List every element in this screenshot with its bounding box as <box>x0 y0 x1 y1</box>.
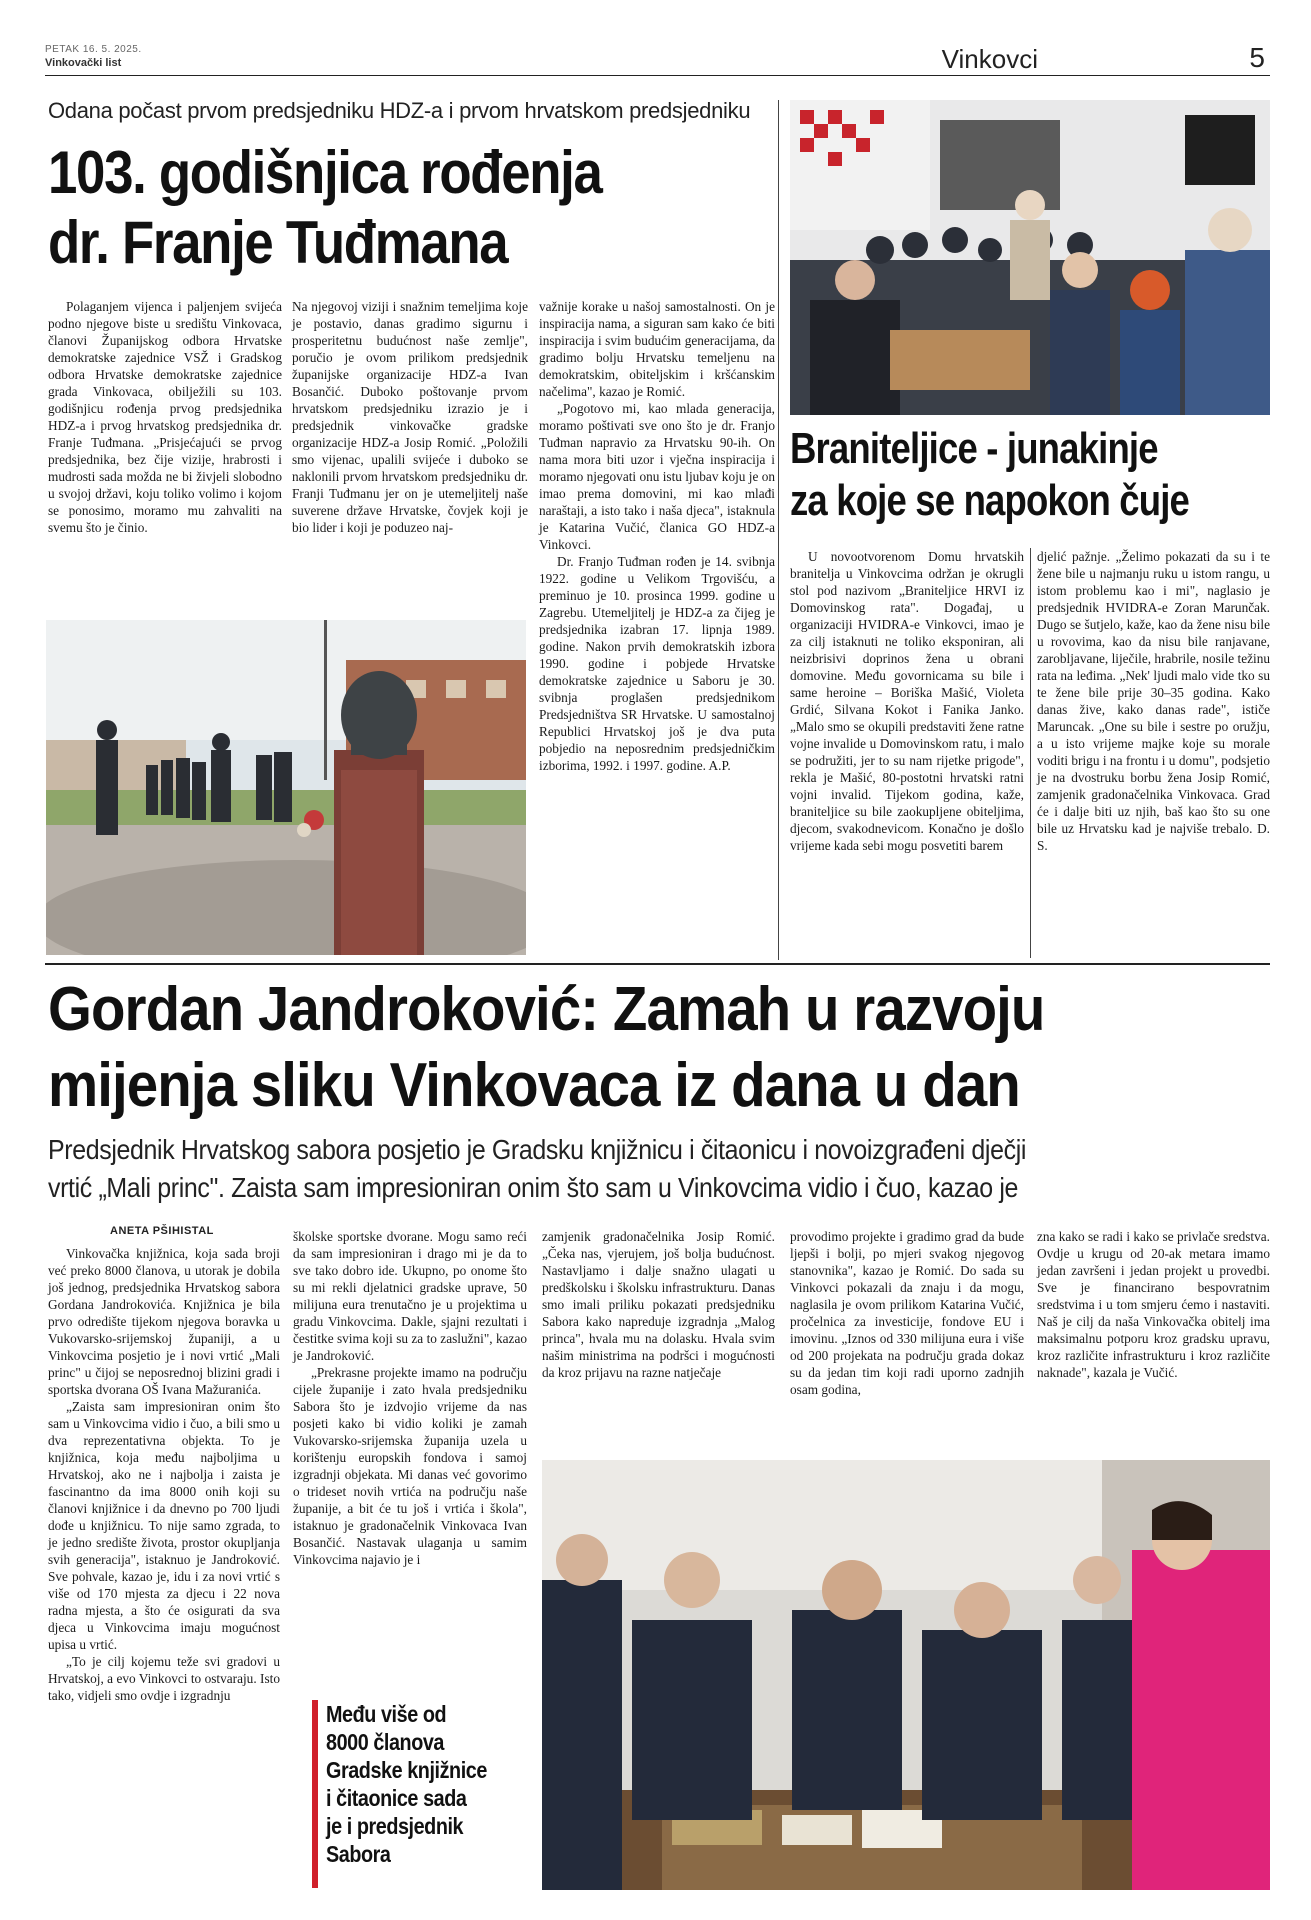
pull-quote-line: i čitaonice sada <box>326 1785 467 1811</box>
article1-headline-line1: 103. godišnjica rođenja <box>48 139 602 206</box>
article1-column-3 <box>539 298 775 774</box>
article3-col2-p1: školske sportske dvorane. Mogu samo reći da sam impresioniran i drago mi je da to sve tako dobro ide. Ukupno, po onome što su mi rekli djelatnici gradske uprave, 50 milijuna eura trenutačno je u projektima u gradu Vinkovcima. Dakle, sjajni rezultati i čestitke svima koji su za to zaslužni", kazao je Jandroković. <box>293 1229 527 1363</box>
article3-column-1 <box>48 1245 280 1704</box>
byline: ANETA PŠIHISTAL <box>110 1225 214 1237</box>
article3-column-5 <box>1037 1228 1270 1381</box>
article1-col2-text: Na njegovoj viziji i snažnim temeljima koje je postavio, danas gradimo sigurnu i prosperitetnu budućnost naše zemlje", poručio je ovom prilikom predsjednik županijske organizacije HDZ-a Ivan Bosančić. Duboko poštovanje prvom hrvatskom predsjedniku izrazio je i predsjednik vinkovačke gradske organizacije HDZ-a Josip Romić. „Položili smo vijenac, upalili svijeće i duboko se naklonili prvom hrvatskom predsjedniku dr. Franji Tuđmanu jer on je utemeljitelj naše suverene države Hrvatske, čovjek koji je bio lider i koji je poduzeo naj- <box>292 299 528 535</box>
article3-col2-p2: „Prekrasne projekte imamo na području cijele županije i zato hvala predsjedniku Sabora što je izdvojio vrijeme da nas posjeti kako bi vidio koliki je zamah Vukovarsko-srijemska županija uzela u korištenju europskih fondova i samoj izgradnji objekata. Mi danas već govorimo o trideset novih vrtića na području naše županije, a bit će tu još i vrtića i škola", istaknuo je gradonačelnik Vinkovaca Ivan Bosančić. Nastavak ulaganja u samim Vinkovcima najavio je i <box>293 1365 527 1567</box>
article3-col5-text: zna kako se radi i kako se privlače sredstva. Ovdje u krugu od 20-ak metara imamo jedan završeni i jedan projekt u provedbi. Sve je financirano bespovratnim sredstvima i u tom smjeru ćemo i nastaviti. Naš je cilj da naša Vinkovačka obitelj ima maksimalnu potporu kroz gradsku upravu, kroz različite infrastrukturu i kroz različite naknade", kazala je Vučić. <box>1037 1229 1270 1380</box>
pull-quote-line: Sabora <box>326 1841 391 1867</box>
column-divider <box>1030 548 1031 958</box>
article2-col2-text: djelić pažnje. „Želimo pokazati da su i te žene bile u najmanju ruku u istom rangu, u istom problemu kao i mi", naglasio je predsjednik HVIDRA-e Zoran Marunčak. Dugo se šutjelo, kaže, kao da žene nisu bile u rovovima, kao da nisu bile ranjavane, zarobljavane, liječile, hrabrile, nosile težinu rata na leđima. „Nek' ljudi malo vide tko su te žene bile prije 30–35 godina. Kako danas žive, kako danas rade", ističe Maruncak. „One su bile i sestre po oružju, a u isto vrijeme majke koje su morale voditi brigu i na frontu i u domu", podsjetio je na dvostruku borbu žena Josip Romić, zamjenik gradonačelnika Vinkovaca. Grad će i dalje biti uz njih, baš kao što su one bile uz Hrvatsku kad je najviše trebalo. D. S. <box>1037 549 1270 853</box>
article3-column-3 <box>542 1228 775 1381</box>
article1-column-2 <box>292 298 528 536</box>
pull-quote-line: 8000 članova <box>326 1729 445 1755</box>
article3-deck-line2: vrtić „Mali princ". Zaista sam impresioniran onim što sam u Vinkovcima vidio i čuo, kazao je <box>48 1172 1019 1203</box>
library-visit-photo <box>542 1460 1270 1890</box>
pull-quote <box>312 1700 530 1888</box>
article2-column-2 <box>1037 548 1270 854</box>
article2-headline-line2: za koje se napokon čuje <box>790 476 1190 525</box>
article2-headline-line1: Braniteljice - junakinje <box>790 424 1158 473</box>
article1-headline-line2: dr. Franje Tuđmana <box>48 209 508 276</box>
article3-column-2 <box>293 1228 527 1568</box>
pull-quote-line: je i predsjednik <box>326 1813 464 1839</box>
pull-quote-line: Gradske knjižnice <box>326 1757 487 1783</box>
braniteljice-meeting-photo <box>790 100 1270 415</box>
article1-headline <box>48 138 686 278</box>
article2-column-1 <box>790 548 1024 854</box>
article3-headline <box>48 972 1167 1124</box>
issue-date: PETAK 16. 5. 2025. <box>45 44 142 55</box>
section-title: Vinkovci <box>941 44 1038 74</box>
article3-col3-text: zamjenik gradonačelnika Josip Romić. „Čeka nas, vjerujem, još bolja budućnost. Nastavljamo i dalje snažno ulagati u predškolsku i školsku infrastrukturu. Danas smo imali priliku pokazati predsjedniku Sabora kako napreduje izgradnja „Malog princa", hvala mu na dolasku. Hvala svim našim ministrima na podršci i mogućnosti da kroz prijavu na razne natječaje <box>542 1229 775 1380</box>
page-number: 5 <box>1249 42 1265 73</box>
article1-col3-p3: Dr. Franjo Tuđman rođen je 14. svibnja 1922. godine u Velikom Trgovišću, a preminuo je 10. prosinca 1999. godine u Zagrebu. Utemeljitelj je HDZ-a za čijeg je predsjednika izabran 17. lipnja 1989. godine. Nakon prvih demokratskih izbora 1990. godine i pobjede Hrvatske demokratske zajednice u Saboru je 30. svibnja proglašen predsjednikom Predsjedništva SR Hrvatske. U samostalnoj Republici Hrvatskoj još je dva puta pobjedio na neposrednim predsjedničkim izborima, 1992. i 1997. godine. A.P. <box>539 554 775 773</box>
article2-col1-text: U novootvorenom Domu hrvatskih branitelja u Vinkovcima održan je okrugli stol pod nazivom „Braniteljice HRVI iz Domovinskog rata". Događaj, u organizaciji HVIDRA-e Vinkovci, imao je za cilj istaknuti ne toliko eksponiran, ali neizbrisivi doprinos žena u obrani domovine. Među govornicama su bile i same heroine – Boriška Mašić, Violeta Grdić, Silvana Kokot i Fanika Janko. „Malo smo se okupili predstaviti žene ratne vojne invalide u Domovinskom ratu, i malo se podružiti, jer to su nam rijetke prigode", rekla je Mašić, 80-postotni hrvatski ratni vojni invalid. Tijekom godina, kaže, braniteljice su bile zaokupljene obiteljima, djecom, svakodnevicom. Konačno je došlo vrijeme kada sebi mogu posvetiti barem <box>790 549 1024 853</box>
article3-headline-line1: Gordan Jandroković: Zamah u razvoju <box>48 975 1045 1044</box>
article1-col3-p2: „Pogotovo mi, kao mlada generacija, moramo poštivati sve ono što je dr. Franjo Tuđman napravio za Hrvatsku 90-ih. On nama mora biti uzor i vječna inspiracija i moramo njegovati onu istu ljubav koju je on imao prema domovini, mi kao mlađi naraštaji, a isto tako i naša djeca", istaknula je Katarina Vučić, članica GO HDZ-a Vinkovci. <box>539 401 775 552</box>
article1-kicker: Odana počast prvom predsjedniku HDZ-a i prvom hrvatskom predsjedniku <box>48 98 751 123</box>
article1-col3-p1: važnije korake u našoj samostalnosti. On je inspiracija nama, a siguran sam kako će biti inspiracija i svim budućim generacijama, da gradimo bolju Hrvatsku temeljenu na demokratskim, obiteljskim i kršćanskim načelima", kazao je Romić. <box>539 299 775 399</box>
article3-col1-p2: „Zaista sam impresioniran onim što sam u Vinkovcima vidio i čuo, a bili smo u dva reprezentativna objekta. To je knjižnica, koja među najboljima u Hrvatskoj, ako ne i najbolja i zaista je fascinantno da ima 8000 onih koji su članovi knjižnice i da dnevno po 700 ljudi dođe u knjižnicu. To nije samo zgrada, to je jedno središte života, prostor okupljanja svih generacija", istaknuo je Jandroković. Sve pohvale, kazao je, idu i za novi vrtić s više od 170 mjesta za djecu i 22 nova radna mjesta, a što će osigurati da sva djeca u Vinkovcima imaju mogućnost upisa u vrtić. <box>48 1399 280 1652</box>
bust-ceremony-photo <box>46 620 526 955</box>
article3-deck <box>48 1131 1152 1207</box>
pull-quote-line: Među više od <box>326 1701 447 1727</box>
paper-name: Vinkovački list <box>45 57 122 69</box>
article3-deck-line1: Predsjednik Hrvatskog sabora posjetio je Gradsku knjižnicu i čitaonicu i novoizgrađeni dječji <box>48 1134 1027 1165</box>
article3-column-4 <box>790 1228 1024 1398</box>
article3-col1-p1: Vinkovačka knjižnica, koja sada broji već preko 8000 članova, u utorak je dobila još jednog, predsjednika Hrvatskog sabora Gordana Jandrokovića. Knjižnica je bila prvo odredište tijekom njegova boravka u Vukovarsko-srijemskoj županiji, a u Vinkovcima posjetio je i novi vrtić „Mali princ" u čijoj se neposrednoj blizini gradi i sportska dvorana OŠ Ivana Mažuranića. <box>48 1246 280 1397</box>
section-rule <box>45 963 1270 965</box>
article1-column-1 <box>48 298 282 536</box>
article3-col4-text: provodimo projekte i gradimo grad da bude ljepši i bolji, po mjeri svakog njegovog stanovnika", kazao je Romić. Do sada su Vinkovci pokazali da znaju i da mogu, naglasila je ovom prilikom Katarina Vučić, pročelnica za investicije, fondove EU i imovinu. „Iznos od 330 milijuna eura i više od 200 projekata na području grada dokaz su da jedan tim koji radi uporno zadnjih osam godina, <box>790 1229 1024 1397</box>
article1-col1-text: Polaganjem vijenca i paljenjem svijeća podno njegove biste u središtu Vinkovaca, članovi Županijskog odbora Hrvatske demokratske zajednice VSŽ i Gradskog odbora Hrvatske demokratske zajednice grada Vinkovaca, obilježili su 103. godišnjicu rođenja prvog predsjednika HDZ-a i prvog hrvatskog predsjednika dr. Franje Tuđmana. „Prisjećajući se prvog predsjednika, bez čije vizije, hrabrosti i mudrosti sada možda ne bi živjeli slobodno u svojoj državi, koju toliko volimo i kojom se ponosimo, moramo mu zahvaliti na svemu što je činio. <box>48 299 282 535</box>
article3-headline-line2: mijenja sliku Vinkovaca iz dana u dan <box>48 1051 1020 1120</box>
column-divider <box>778 100 779 960</box>
article2-headline <box>790 423 1188 527</box>
masthead <box>45 42 1270 76</box>
article3-col1-p3: „To je cilj kojemu teže svi gradovi u Hrvatskoj, a evo Vinkovci to ostvaraju. Isto tako, vidjeli smo ovdje i izgradnju <box>48 1654 280 1703</box>
